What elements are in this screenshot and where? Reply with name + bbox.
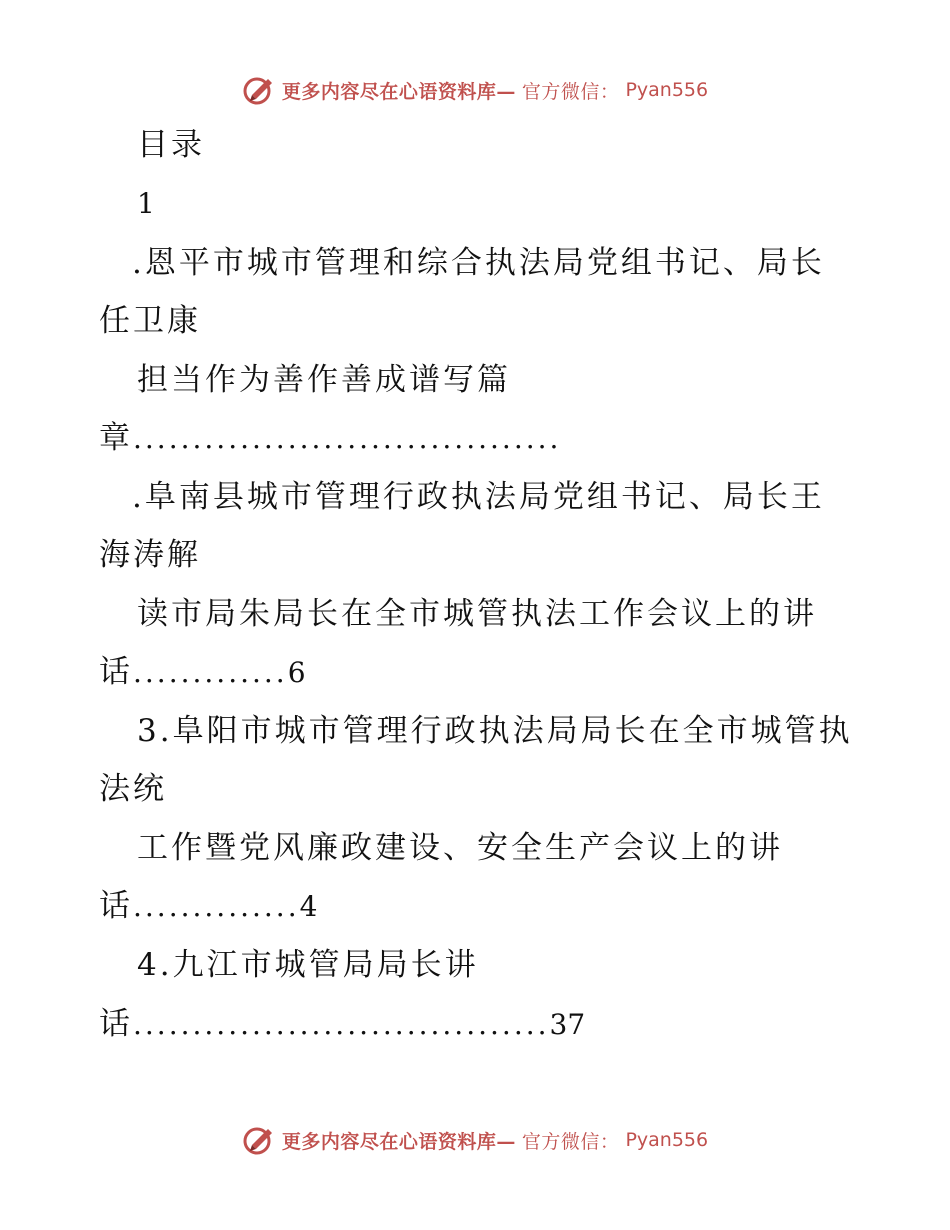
red-pen-logo-icon [242,73,276,107]
banner-wechat-label: 官方微信： [521,80,620,103]
toc-entry-4-line4 [99,1004,585,1045]
banner-main-text: 更多内容尽在心语资料库— [281,1130,516,1153]
toc-entry-2-lead: 话 [99,654,133,690]
toc-entry-1-line4 [99,418,561,459]
toc-entry-2-line3: 读市局朱局长在全市城管执法工作会议上的讲 [137,596,817,632]
red-pen-logo-icon [242,1123,276,1157]
toc-entry-3-dots: .............. [133,890,300,923]
toc-entry-1-line2: 任卫康 [99,303,201,339]
toc-entry-4-dots: ................................... [133,1008,550,1041]
banner-wechat-id: Pyan556 [625,79,709,101]
toc-number-line: 1 [137,187,158,220]
toc-entry-3-page: 4 [299,890,318,923]
toc-entry-2-dots: ............. [133,656,288,689]
toc-entry-2-line4 [99,652,306,693]
toc-entry-4-page: 37 [549,1008,586,1041]
footer-banner [0,1120,950,1160]
toc-entry-1-dots: .................................... [133,422,562,455]
toc-entry-2-line1: .阜南县城市管理行政执法局党组书记、局长王 [132,479,825,515]
toc-entry-4-lead: 话 [99,1006,133,1042]
header-banner [0,70,950,110]
toc-entry-3-line2: 法统 [99,771,167,807]
banner-wechat-label: 官方微信： [521,1130,620,1153]
toc-entry-1-lead: 章 [99,420,133,456]
toc-entry-3-lead: 话 [99,888,133,924]
toc-entry-2-page: 6 [287,656,306,689]
toc-title: 目录 [137,127,205,163]
toc-entry-3-line3: 工作暨党风廉政建设、安全生产会议上的讲 [137,830,783,866]
banner-main-text: 更多内容尽在心语资料库— [281,80,516,103]
toc-entry-3-line4 [99,886,317,927]
toc-entry-4-line1: 4.九江市城管局局长讲 [137,947,479,983]
toc-entry-1-line3: 担当作为善作善成谱写篇 [137,362,511,398]
toc-entry-1-line1: .恩平市城市管理和综合执法局党组书记、局长 [132,245,825,281]
banner-wechat-id: Pyan556 [625,1129,709,1151]
toc-entry-3-line1: 3.阜阳市城市管理行政执法局局长在全市城管执 [137,713,853,749]
toc-entry-2-line2: 海涛解 [99,537,201,573]
